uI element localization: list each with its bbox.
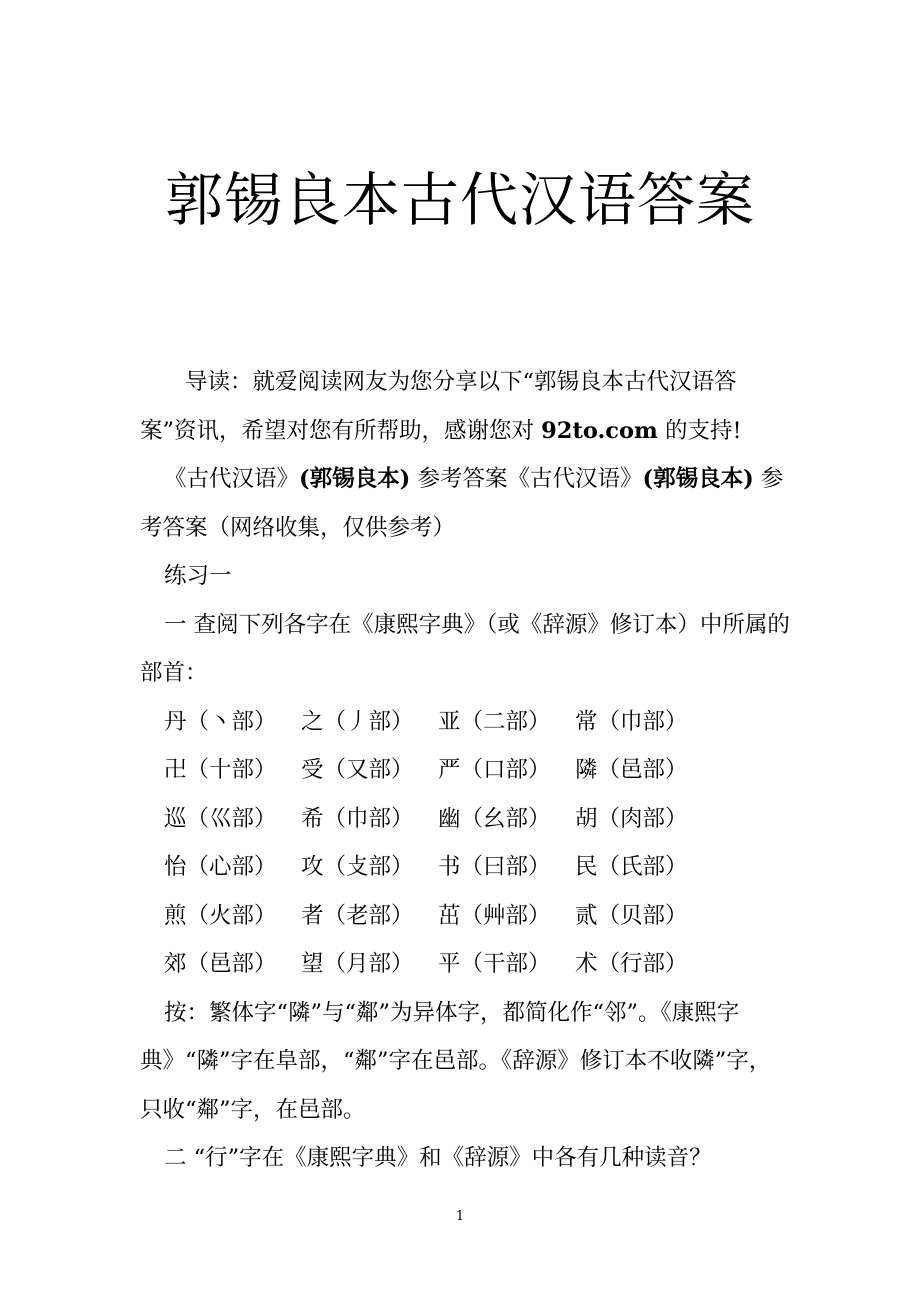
radical-entry: 隣（邑部）: [575, 757, 688, 783]
intro-site: 92to.com: [541, 417, 658, 444]
ref-part-1: 《古代汉语》: [164, 466, 300, 492]
intro-label: 导读: [185, 369, 231, 395]
radical-entry: 郊（邑部）: [164, 951, 277, 977]
radical-entry: 术（行部）: [575, 951, 688, 977]
radical-entry: 严（口部）: [438, 757, 551, 783]
radical-row: [140, 892, 790, 941]
ref-part-3: 参考答案《古代汉语》: [410, 466, 643, 492]
radical-entry: 幽（幺部）: [438, 805, 551, 832]
radical-entry: 民（氏部）: [575, 854, 688, 880]
reference-paragraph: [140, 455, 790, 552]
radical-entry: 卍（十部）: [164, 757, 277, 783]
radical-entry: 平（干部）: [438, 951, 551, 977]
radical-row: [140, 698, 790, 747]
radical-entry: 攻（攴部）: [301, 854, 414, 880]
radical-entry: 常（巾部）: [575, 708, 688, 735]
radical-entry: 之（丿部）: [301, 708, 414, 735]
radical-entry: 亚（二部）: [438, 708, 551, 735]
radical-entry: 贰（贝部）: [575, 902, 688, 929]
intro-paragraph: [140, 358, 790, 455]
radical-entry: 胡（肉部）: [575, 805, 688, 832]
radical-entry: 受（又部）: [301, 757, 414, 783]
radical-entry: 煎（火部）: [164, 902, 277, 929]
ref-part-4: (郭锡良本): [642, 466, 754, 492]
intro-text-end: 的支持!: [657, 417, 742, 444]
document-title: 郭锡良本古代汉语答案: [164, 166, 755, 234]
radical-row: [140, 746, 790, 795]
radical-entry: 巡（巛部）: [164, 805, 277, 832]
radical-entry: 怡（心部）: [164, 854, 277, 880]
document-body: [140, 358, 790, 1183]
radical-entry: 希（巾部）: [301, 805, 414, 832]
page-number: 1: [455, 1209, 465, 1224]
radical-row: [140, 843, 790, 892]
ref-part-5: 参考答案（网络收集，仅供参考）: [140, 466, 784, 541]
exercise-heading: 练习一: [164, 563, 232, 589]
radical-entry: 望（月部）: [301, 951, 414, 977]
intro-text: ：就爱阅读网友为您分享以下“郭锡良本古代汉语答案”资讯，希望对您有所帮助，感谢您对: [140, 369, 737, 444]
question-2: 二 “行”字在《康熙字典》和《辞源》中各有几种读音？: [164, 1145, 712, 1171]
radical-entry: 茁（艸部）: [438, 902, 551, 929]
radical-entry: 书（曰部）: [438, 854, 551, 880]
radical-row: [140, 795, 790, 844]
radical-table: [140, 698, 790, 989]
radical-entry: 丹（丶部）: [164, 708, 277, 735]
ref-part-2: (郭锡良本): [299, 466, 411, 492]
radical-row: [140, 940, 790, 989]
radical-entry: 者（老部）: [301, 902, 414, 929]
question-1: 一 查阅下列各字在《康熙字典》（或《辞源》修订本）中所属的部首：: [140, 611, 790, 686]
note-paragraph: 按：繁体字“隣”与“鄰”为异体字，都简化作“邻”。《康熙字典》“隣”字在阜部，“鄰”字在邑部。《辞源》修订本不收隣”字，只收“鄰”字，在邑部。: [140, 999, 772, 1123]
